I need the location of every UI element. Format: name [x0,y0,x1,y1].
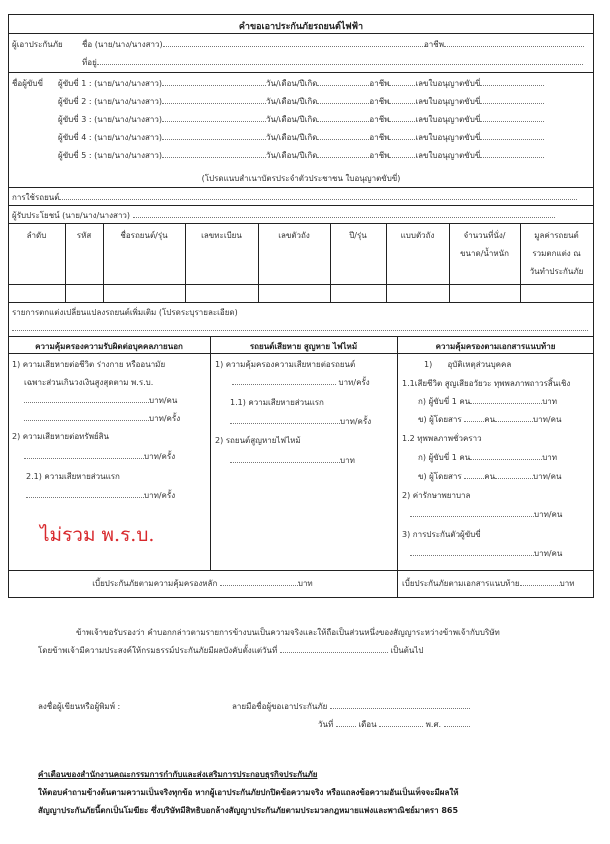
baht-unit: บาท [340,456,355,465]
vehicle-table-cell[interactable] [520,285,593,302]
excludes-compulsory-stamp: ไม่รวม พ.ร.บ. [40,524,155,546]
usage-field[interactable] [12,191,577,204]
vehicle-table-header: เลขทะเบียน [201,231,242,240]
driver-occupation-field[interactable] [389,77,415,86]
divider [8,284,594,285]
driver-occupation-label: อาชีพ [369,133,390,142]
main-premium-field[interactable] [8,577,397,590]
vehicle-table-cell[interactable] [330,285,386,302]
year-label: พ.ศ. [425,720,442,729]
driver-dob-label: วัน/เดือน/ปีเกิด [266,79,318,88]
baht-unit: บาท [559,579,575,588]
driver-name-label: ผู้ขับขี่ 5 : (นาย/นาง/นางสาว) [58,151,162,160]
divider [520,223,521,302]
baht-unit: บาท [542,397,558,406]
beneficiary-label: ผู้รับประโยชน์ (นาย/นาง/นางสาว) [12,211,131,220]
en-item1: 1) อุบัติเหตุส่วนบุคคล [424,360,512,369]
divider [8,33,594,34]
driver-dob-label: วัน/เดือน/ปีเกิด [266,151,318,160]
vehicle-table-cell[interactable] [103,285,185,302]
endorsement-premium-field[interactable] [402,577,574,590]
divider [185,223,186,302]
vd-item1-1: 1.1) ความเสียหายส่วนแรก [230,398,324,407]
divider [8,302,594,303]
driver-license-label: เลขใบอนุญาตขับขี่ [415,79,481,88]
driver-row [58,149,544,162]
en-1-2-passenger-field[interactable] [418,470,561,483]
insured-address-field[interactable] [82,56,583,69]
driver-occupation-field[interactable] [389,113,415,122]
passenger-label: ข) ผู้โดยสาร [418,472,462,481]
per-time-unit: บาท/ครั้ง [144,452,176,461]
divider [8,336,594,337]
passenger-label: ข) ผู้โดยสาร [418,415,462,424]
vd-item2: 2) รถยนต์สูญหายไฟไหม้ [215,436,301,445]
driver-row [58,113,544,126]
tp-item2-field[interactable] [24,450,175,463]
driver-row [58,77,544,90]
driver-name-field[interactable] [162,131,266,140]
driver-label: ก) ผู้ขับขี่ 1 คน [418,397,471,406]
en-1-2-driver-field[interactable] [418,451,557,464]
per-person-unit: บาท/คน [533,415,562,424]
insured-occupation-label: อาชีพ [424,40,444,49]
vehicle-table-cell[interactable] [449,285,520,302]
divider [8,205,594,206]
driver-license-field[interactable] [480,95,544,104]
driver-dob-field[interactable] [317,77,369,86]
driver-license-label: เลขใบอนุญาตขับขี่ [415,151,481,160]
driver-occupation-label: อาชีพ [369,97,390,106]
driver-name-field[interactable] [162,113,266,122]
insured-address-label: ที่อยู่ [82,58,97,67]
vehicle-table-cell[interactable] [258,285,330,302]
per-time-unit: บาท/ครั้ง [149,414,181,423]
divider [65,223,66,302]
driver-license-field[interactable] [480,77,544,86]
en-item3: 3) การประกันตัวผู้ขับขี่ [402,530,481,539]
vehicle-table-header: ชื่อรถยนต์/รุ่น [120,231,168,240]
insured-occupation-field[interactable] [424,38,584,51]
baht-unit: บาท [297,579,313,588]
warning-line1: ให้ตอบคำถามข้างต้นตามความเป็นจริงทุกข้อ หากผู้เอาประกันภัยปกปิดข้อความจริง หรือแถลงข้อความอันเป็นเท็จจะมีผลให้ [38,788,459,797]
driver-dob-field[interactable] [317,95,369,104]
driver-dob-label: วัน/เดือน/ปีเกิด [266,97,318,106]
endorsement-premium-label: เบี้ยประกันภัยตามเอกสารแนบท้าย [402,579,520,588]
beneficiary-field[interactable] [12,209,555,222]
form-title: คำขอเอาประกันภัยรถยนต์ไฟฟ้า [238,22,364,32]
en-item1-1: 1.1เสียชีวิต สูญเสียอวัยวะ ทุพพลภาพถาวรสิ้นเชิง [402,379,571,388]
driver-label: ก) ผู้ขับขี่ 1 คน [418,453,471,462]
modifications-label: รายการตกแต่งเปลี่ยนแปลงรถยนต์เพิ่มเติม (โปรดระบุรายละเอียด) [12,308,238,317]
driver-occupation-field[interactable] [389,149,415,158]
divider [8,353,594,354]
per-person-unit: บาท/คน [534,549,563,558]
driver-dob-field[interactable] [317,149,369,158]
driver-name-field[interactable] [162,77,266,86]
insured-label: ผู้เอาประกันภัย [12,40,63,49]
driver-row [58,95,544,108]
vehicle-table-header: เลขตัวถัง [278,231,310,240]
driver-occupation-label: อาชีพ [369,115,390,124]
vd-item2-field[interactable] [230,454,355,467]
vd-item1: 1) ความคุ้มครองความเสียหายต่อรถยนต์ [215,360,356,369]
driver-row [58,131,544,144]
divider [8,570,594,571]
driver-license-field[interactable] [480,113,544,122]
effective-date-suffix: เป็นต้นไป [390,646,424,655]
divider [210,336,211,570]
en-item2: 2) ค่ารักษาพยาบาล [402,491,471,500]
divider [330,223,331,302]
writer-label: ลงชื่อผู้เขียนหรือผู้พิมพ์ : [38,702,121,711]
per-person-unit: บาท/คน [533,472,562,481]
driver-occupation-label: อาชีพ [369,151,390,160]
vehicle-table-header: รหัส [76,231,92,240]
vehicle-table-header: ปี/รุ่น [349,231,367,240]
per-person-unit: บาท/คน [149,396,178,405]
en-1-1-driver-field[interactable] [418,395,557,408]
driver-license-label: เลขใบอนุญาตขับขี่ [415,97,481,106]
driver-name-label: ผู้ขับขี่ 4 : (นาย/นาง/นางสาว) [58,133,162,142]
usage-label: การใช้รถยนต์ [12,193,60,202]
driver-license-label: เลขใบอนุญาตขับขี่ [415,133,481,142]
divider [258,223,259,302]
divider [397,336,398,598]
tp-item1-per-time-field[interactable] [24,412,180,425]
vehicle-table-header: ลำดับ [26,231,47,240]
driver-name-label: ผู้ขับขี่ 3 : (นาย/นาง/นางสาว) [58,115,162,124]
driver-dob-field[interactable] [317,113,369,122]
divider [103,223,104,302]
driver-name-field[interactable] [162,149,266,158]
tp-item1-per-person-field[interactable] [24,394,177,407]
divider [8,223,594,224]
driver-license-field[interactable] [480,131,544,140]
baht-unit: บาท [542,453,558,462]
divider [8,72,594,73]
vehicle-table-header: จำนวนที่นั่ง/ ขนาด/น้ำหนัก [460,231,509,258]
driver-dob-label: วัน/เดือน/ปีเกิด [266,133,318,142]
driver-name-field[interactable] [162,95,266,104]
per-time-unit: บาท/ครั้ง [338,378,370,387]
month-label: เดือน [358,720,377,729]
vd-item1-1-field[interactable] [230,415,371,428]
insured-name-field[interactable] [82,38,425,51]
en-item2-field[interactable] [410,508,562,521]
en-item1-2: 1.2 ทุพพลภาพชั่วคราว [402,434,482,443]
third-party-title: ความคุ้มครองความรับผิดต่อบุคคลภายนอก [35,342,183,351]
vehicle-table-cell[interactable] [185,285,258,302]
driver-license-label: เลขใบอนุญาตขับขี่ [415,115,481,124]
driver-license-field[interactable] [480,149,544,158]
drivers-label: ชื่อผู้ขับขี่ [12,79,43,88]
divider [449,223,450,302]
driver-dob-label: วัน/เดือน/ปีเกิด [266,115,318,124]
vehicle-table-cell[interactable] [65,285,103,302]
main-premium-label: เบี้ยประกันภัยตามความคุ้มครองหลัก [92,579,218,588]
drivers-note: (โปรดแนบสำเนาบัตรประจำตัวประชาชน ใบอนุญาตขับขี่) [201,174,401,183]
insured-name-label: ชื่อ (นาย/นาง/นางสาว) [82,40,163,49]
driver-dob-field[interactable] [317,131,369,140]
tp-item1-line1: 1) ความเสียหายต่อชีวิต ร่างกาย หรืออนามัย [12,360,166,369]
per-person-unit: บาท/คน [534,510,563,519]
driver-name-label: ผู้ขับขี่ 2 : (นาย/นาง/นางสาว) [58,97,162,106]
per-time-unit: บาท/ครั้ง [340,417,372,426]
driver-occupation-label: อาชีพ [369,79,390,88]
effective-date-field[interactable] [280,644,388,653]
en-1-1-passenger-field[interactable] [418,413,561,426]
divider [386,223,387,302]
warning-line2: สัญญาประกันภัยนี้ตกเป็นโมฆียะ ซึ่งบริษัทมีสิทธิบอกล้างสัญญาประกันภัยตามประมวลกฎหมายแพ่งและพาณิชย์มาตรา 865 [38,806,459,815]
warning-title: คำเตือนของสำนักงานคณะกรรมการกำกับและส่งเสริมการประกอบธุรกิจประกันภัย [38,770,318,779]
vd-item1-field[interactable] [232,376,370,389]
vehicle-table-header: แบบตัวถัง [400,231,435,240]
tp-item2-1-field[interactable] [26,489,175,502]
endorsement-title: ความคุ้มครองตามเอกสารแนบท้าย [435,342,556,351]
declaration-line1: ข้าพเจ้าขอรับรองว่า คำบอกกล่าวตามรายการข้างบนเป็นความจริงและให้ถือเป็นส่วนหนึ่งของสัญญาระหว่างข้าพเจ้ากับบริษัท [76,628,500,637]
driver-occupation-field[interactable] [389,131,415,140]
per-time-unit: บาท/ครั้ง [144,491,176,500]
en-item3-field[interactable] [410,547,562,560]
divider [8,187,594,188]
declaration-line2 [38,644,423,657]
vehicle-damage-title: รถยนต์เสียหาย สูญหาย ไฟไหม้ [249,342,358,351]
vehicle-table-cell[interactable] [8,285,65,302]
tp-item2-1: 2.1) ความเสียหายส่วนแรก [26,472,120,481]
person-unit: คน [484,415,496,424]
vehicle-table-cell[interactable] [386,285,449,302]
tp-item2: 2) ความเสียหายต่อทรัพย์สิน [12,432,110,441]
applicant-signature-field[interactable] [232,700,470,713]
vehicle-table-header: มูลค่ารถยนต์ รวมตกแต่ง ณ วันทำประกันภัย [529,231,584,276]
tp-item1-line2: เฉพาะส่วนเกินวงเงินสูงสุดตาม พ.ร.บ. [24,378,154,387]
modifications-field[interactable] [12,322,588,333]
signature-date-field[interactable] [318,718,470,731]
day-label: วันที่ [318,720,334,729]
driver-occupation-field[interactable] [389,95,415,104]
applicant-signature-label: ลายมือชื่อผู้ขอเอาประกันภัย [232,702,328,711]
driver-name-label: ผู้ขับขี่ 1 : (นาย/นาง/นางสาว) [58,79,162,88]
effective-date-label: โดยข้าพเจ้ามีความประสงค์ให้กรมธรรม์ประกันภัยมีผลบังคับตั้งแต่วันที่ [38,646,278,655]
person-unit: คน [484,472,496,481]
